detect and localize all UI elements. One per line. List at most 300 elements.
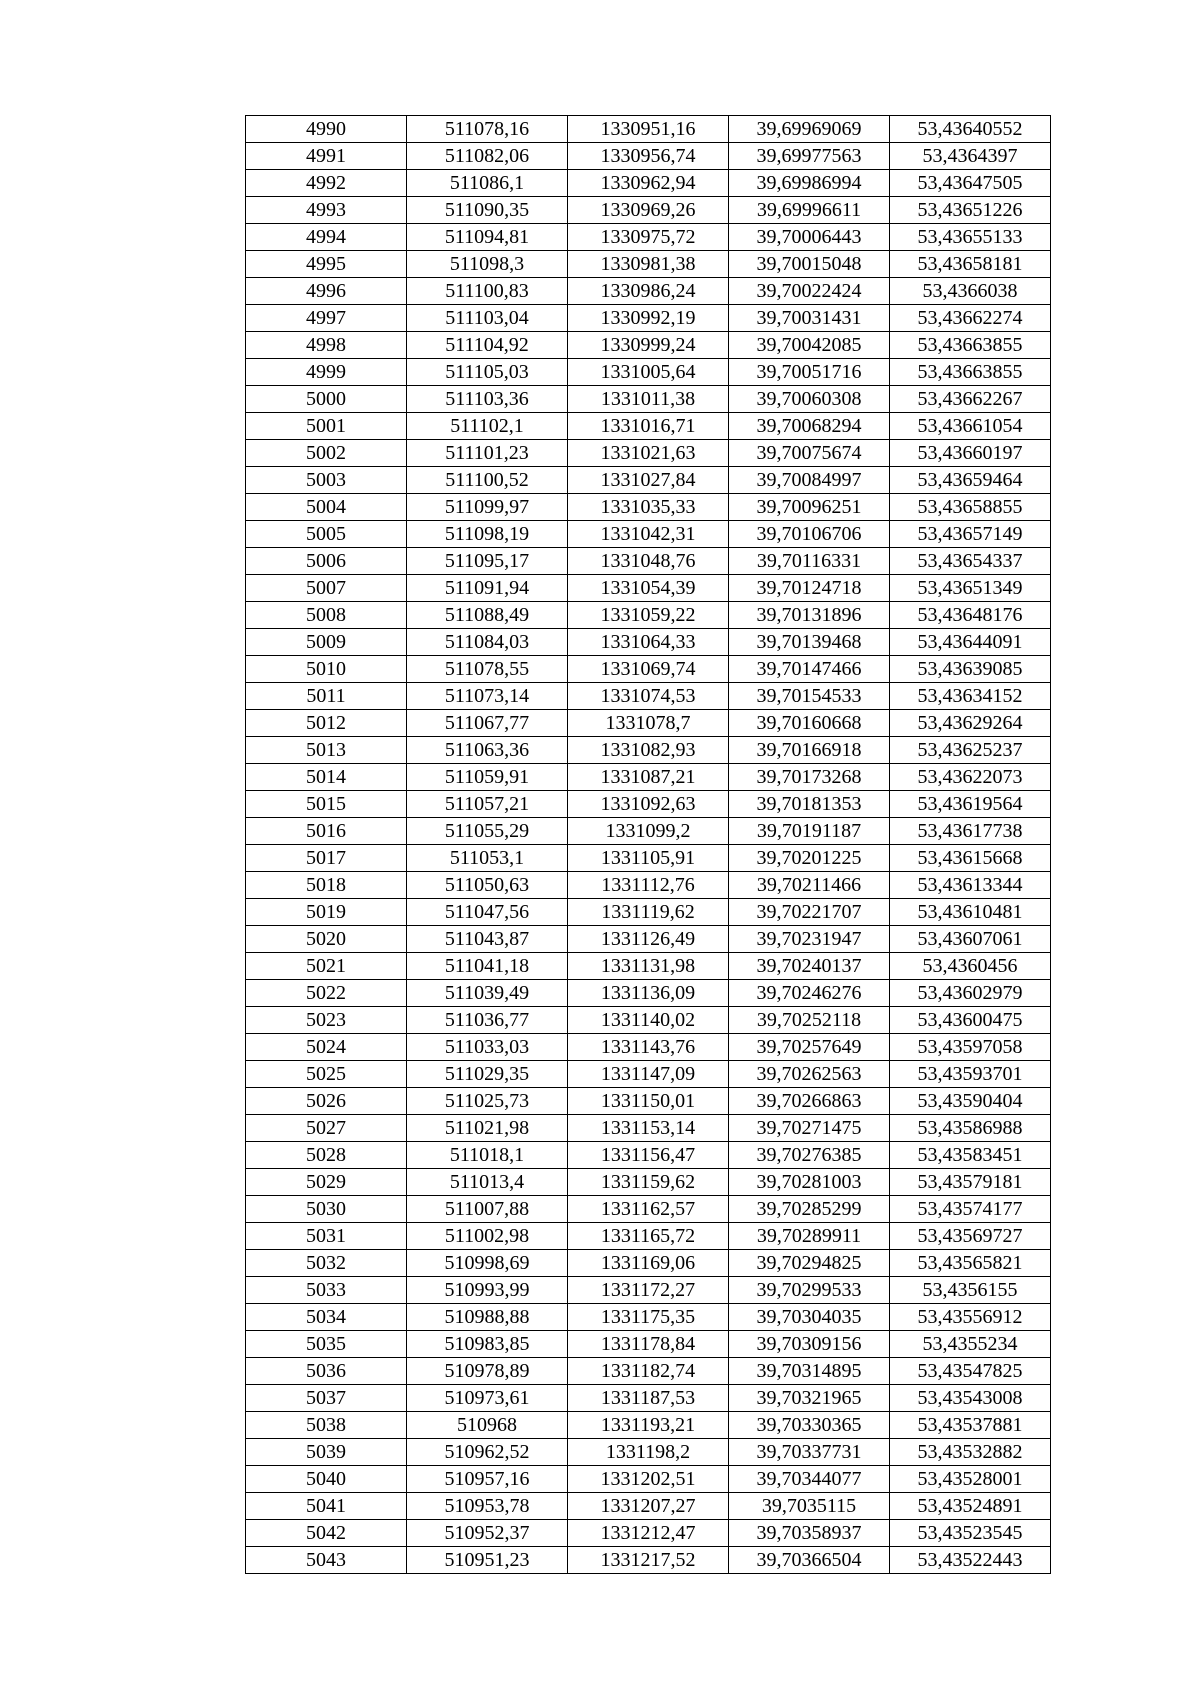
y-coordinate-cell: 1331140,02: [568, 1007, 729, 1034]
point-number-cell: 5014: [246, 764, 407, 791]
latitude-cell: 53,43607061: [890, 926, 1051, 953]
latitude-cell: 53,43651349: [890, 575, 1051, 602]
longitude-cell: 39,70314895: [729, 1358, 890, 1385]
latitude-cell: 53,43522443: [890, 1547, 1051, 1574]
y-coordinate-cell: 1331042,31: [568, 521, 729, 548]
latitude-cell: 53,43634152: [890, 683, 1051, 710]
longitude-cell: 39,70321965: [729, 1385, 890, 1412]
latitude-cell: 53,4364397: [890, 143, 1051, 170]
x-coordinate-cell: 510983,85: [407, 1331, 568, 1358]
table-row: [246, 251, 1051, 278]
y-coordinate-cell: 1330962,94: [568, 170, 729, 197]
table-row: [246, 359, 1051, 386]
table-row: [246, 143, 1051, 170]
latitude-cell: 53,43658181: [890, 251, 1051, 278]
table-row: [246, 1061, 1051, 1088]
longitude-cell: 39,70181353: [729, 791, 890, 818]
point-number-cell: 5035: [246, 1331, 407, 1358]
y-coordinate-cell: 1331078,7: [568, 710, 729, 737]
table-row: [246, 1466, 1051, 1493]
latitude-cell: 53,43619564: [890, 791, 1051, 818]
point-number-cell: 5040: [246, 1466, 407, 1493]
point-number-cell: 5018: [246, 872, 407, 899]
table-row: [246, 1142, 1051, 1169]
longitude-cell: 39,70160668: [729, 710, 890, 737]
y-coordinate-cell: 1331193,21: [568, 1412, 729, 1439]
latitude-cell: 53,43579181: [890, 1169, 1051, 1196]
y-coordinate-cell: 1331059,22: [568, 602, 729, 629]
table-row: [246, 575, 1051, 602]
table-row: [246, 413, 1051, 440]
latitude-cell: 53,43547825: [890, 1358, 1051, 1385]
x-coordinate-cell: 511086,1: [407, 170, 568, 197]
x-coordinate-cell: 511102,1: [407, 413, 568, 440]
x-coordinate-cell: 511105,03: [407, 359, 568, 386]
longitude-cell: 39,70154533: [729, 683, 890, 710]
x-coordinate-cell: 511063,36: [407, 737, 568, 764]
x-coordinate-cell: 511057,21: [407, 791, 568, 818]
table-row: [246, 683, 1051, 710]
longitude-cell: 39,70358937: [729, 1520, 890, 1547]
point-number-cell: 5012: [246, 710, 407, 737]
table-row: [246, 1007, 1051, 1034]
table-row: [246, 764, 1051, 791]
table-row: [246, 386, 1051, 413]
longitude-cell: 39,70131896: [729, 602, 890, 629]
table-row: [246, 521, 1051, 548]
longitude-cell: 39,70276385: [729, 1142, 890, 1169]
x-coordinate-cell: 511100,52: [407, 467, 568, 494]
x-coordinate-cell: 510952,37: [407, 1520, 568, 1547]
point-number-cell: 5017: [246, 845, 407, 872]
longitude-cell: 39,70031431: [729, 305, 890, 332]
table-row: [246, 332, 1051, 359]
point-number-cell: 5008: [246, 602, 407, 629]
longitude-cell: 39,70294825: [729, 1250, 890, 1277]
x-coordinate-cell: 511091,94: [407, 575, 568, 602]
latitude-cell: 53,43590404: [890, 1088, 1051, 1115]
x-coordinate-cell: 511073,14: [407, 683, 568, 710]
x-coordinate-cell: 510962,52: [407, 1439, 568, 1466]
longitude-cell: 39,7035115: [729, 1493, 890, 1520]
point-number-cell: 4990: [246, 116, 407, 143]
point-number-cell: 4991: [246, 143, 407, 170]
y-coordinate-cell: 1330992,19: [568, 305, 729, 332]
table-row: [246, 1196, 1051, 1223]
longitude-cell: 39,70252118: [729, 1007, 890, 1034]
longitude-cell: 39,70281003: [729, 1169, 890, 1196]
point-number-cell: 5033: [246, 1277, 407, 1304]
table-row: [246, 926, 1051, 953]
y-coordinate-cell: 1331126,49: [568, 926, 729, 953]
table-row: [246, 1034, 1051, 1061]
x-coordinate-cell: 510993,99: [407, 1277, 568, 1304]
y-coordinate-cell: 1331082,93: [568, 737, 729, 764]
y-coordinate-cell: 1331187,53: [568, 1385, 729, 1412]
y-coordinate-cell: 1331016,71: [568, 413, 729, 440]
x-coordinate-cell: 511088,49: [407, 602, 568, 629]
x-coordinate-cell: 511039,49: [407, 980, 568, 1007]
point-number-cell: 5015: [246, 791, 407, 818]
longitude-cell: 39,70022424: [729, 278, 890, 305]
latitude-cell: 53,43660197: [890, 440, 1051, 467]
table-row: [246, 1223, 1051, 1250]
table-row: [246, 197, 1051, 224]
point-number-cell: 5030: [246, 1196, 407, 1223]
table-row: [246, 1331, 1051, 1358]
x-coordinate-cell: 511099,97: [407, 494, 568, 521]
coordinates-table: [245, 115, 1051, 1574]
x-coordinate-cell: 511101,23: [407, 440, 568, 467]
point-number-cell: 5011: [246, 683, 407, 710]
table-row: [246, 629, 1051, 656]
table-row: [246, 872, 1051, 899]
longitude-cell: 39,70068294: [729, 413, 890, 440]
longitude-cell: 39,70006443: [729, 224, 890, 251]
x-coordinate-cell: 510998,69: [407, 1250, 568, 1277]
table-row: [246, 1520, 1051, 1547]
y-coordinate-cell: 1331162,57: [568, 1196, 729, 1223]
latitude-cell: 53,4356155: [890, 1277, 1051, 1304]
point-number-cell: 5025: [246, 1061, 407, 1088]
longitude-cell: 39,70221707: [729, 899, 890, 926]
table-row: [246, 548, 1051, 575]
y-coordinate-cell: 1331207,27: [568, 1493, 729, 1520]
longitude-cell: 39,70191187: [729, 818, 890, 845]
longitude-cell: 39,70299533: [729, 1277, 890, 1304]
point-number-cell: 5038: [246, 1412, 407, 1439]
point-number-cell: 5042: [246, 1520, 407, 1547]
y-coordinate-cell: 1330999,24: [568, 332, 729, 359]
table-row: [246, 1412, 1051, 1439]
y-coordinate-cell: 1331048,76: [568, 548, 729, 575]
longitude-cell: 39,70304035: [729, 1304, 890, 1331]
x-coordinate-cell: 511047,56: [407, 899, 568, 926]
point-number-cell: 5004: [246, 494, 407, 521]
latitude-cell: 53,43613344: [890, 872, 1051, 899]
y-coordinate-cell: 1331136,09: [568, 980, 729, 1007]
x-coordinate-cell: 511002,98: [407, 1223, 568, 1250]
x-coordinate-cell: 511043,87: [407, 926, 568, 953]
point-number-cell: 5016: [246, 818, 407, 845]
latitude-cell: 53,43586988: [890, 1115, 1051, 1142]
y-coordinate-cell: 1331178,84: [568, 1331, 729, 1358]
point-number-cell: 5020: [246, 926, 407, 953]
latitude-cell: 53,43622073: [890, 764, 1051, 791]
table-row: [246, 1088, 1051, 1115]
x-coordinate-cell: 511082,06: [407, 143, 568, 170]
y-coordinate-cell: 1331165,72: [568, 1223, 729, 1250]
table-row: [246, 1250, 1051, 1277]
y-coordinate-cell: 1331182,74: [568, 1358, 729, 1385]
table-row: [246, 1358, 1051, 1385]
longitude-cell: 39,70201225: [729, 845, 890, 872]
latitude-cell: 53,43639085: [890, 656, 1051, 683]
latitude-cell: 53,43565821: [890, 1250, 1051, 1277]
point-number-cell: 4995: [246, 251, 407, 278]
point-number-cell: 5007: [246, 575, 407, 602]
table-row: [246, 710, 1051, 737]
longitude-cell: 39,70211466: [729, 872, 890, 899]
x-coordinate-cell: 511050,63: [407, 872, 568, 899]
latitude-cell: 53,43663855: [890, 359, 1051, 386]
y-coordinate-cell: 1331153,14: [568, 1115, 729, 1142]
latitude-cell: 53,43583451: [890, 1142, 1051, 1169]
latitude-cell: 53,43659464: [890, 467, 1051, 494]
table-row: [246, 440, 1051, 467]
point-number-cell: 5005: [246, 521, 407, 548]
y-coordinate-cell: 1331005,64: [568, 359, 729, 386]
coordinates-table-body: [246, 116, 1051, 1574]
table-row: [246, 1169, 1051, 1196]
point-number-cell: 5026: [246, 1088, 407, 1115]
x-coordinate-cell: 511098,19: [407, 521, 568, 548]
y-coordinate-cell: 1331147,09: [568, 1061, 729, 1088]
x-coordinate-cell: 510988,88: [407, 1304, 568, 1331]
x-coordinate-cell: 511098,3: [407, 251, 568, 278]
latitude-cell: 53,4360456: [890, 953, 1051, 980]
x-coordinate-cell: 511067,77: [407, 710, 568, 737]
y-coordinate-cell: 1331027,84: [568, 467, 729, 494]
longitude-cell: 39,70147466: [729, 656, 890, 683]
point-number-cell: 5021: [246, 953, 407, 980]
point-number-cell: 5032: [246, 1250, 407, 1277]
longitude-cell: 39,70246276: [729, 980, 890, 1007]
y-coordinate-cell: 1331105,91: [568, 845, 729, 872]
table-row: [246, 791, 1051, 818]
y-coordinate-cell: 1330986,24: [568, 278, 729, 305]
latitude-cell: 53,43657149: [890, 521, 1051, 548]
longitude-cell: 39,70042085: [729, 332, 890, 359]
longitude-cell: 39,69977563: [729, 143, 890, 170]
y-coordinate-cell: 1330975,72: [568, 224, 729, 251]
x-coordinate-cell: 511018,1: [407, 1142, 568, 1169]
latitude-cell: 53,43625237: [890, 737, 1051, 764]
y-coordinate-cell: 1331119,62: [568, 899, 729, 926]
y-coordinate-cell: 1331212,47: [568, 1520, 729, 1547]
point-number-cell: 4996: [246, 278, 407, 305]
point-number-cell: 4998: [246, 332, 407, 359]
x-coordinate-cell: 510968: [407, 1412, 568, 1439]
point-number-cell: 4994: [246, 224, 407, 251]
point-number-cell: 5000: [246, 386, 407, 413]
point-number-cell: 5024: [246, 1034, 407, 1061]
x-coordinate-cell: 511078,16: [407, 116, 568, 143]
latitude-cell: 53,43617738: [890, 818, 1051, 845]
table-row: [246, 1493, 1051, 1520]
y-coordinate-cell: 1330956,74: [568, 143, 729, 170]
x-coordinate-cell: 511041,18: [407, 953, 568, 980]
table-row: [246, 1439, 1051, 1466]
latitude-cell: 53,43532882: [890, 1439, 1051, 1466]
x-coordinate-cell: 511059,91: [407, 764, 568, 791]
point-number-cell: 5028: [246, 1142, 407, 1169]
point-number-cell: 5041: [246, 1493, 407, 1520]
x-coordinate-cell: 511100,83: [407, 278, 568, 305]
point-number-cell: 5031: [246, 1223, 407, 1250]
longitude-cell: 39,69996611: [729, 197, 890, 224]
latitude-cell: 53,43600475: [890, 1007, 1051, 1034]
table-row: [246, 278, 1051, 305]
latitude-cell: 53,43661054: [890, 413, 1051, 440]
point-number-cell: 5043: [246, 1547, 407, 1574]
table-row: [246, 116, 1051, 143]
latitude-cell: 53,43654337: [890, 548, 1051, 575]
y-coordinate-cell: 1331087,21: [568, 764, 729, 791]
x-coordinate-cell: 510973,61: [407, 1385, 568, 1412]
x-coordinate-cell: 511036,77: [407, 1007, 568, 1034]
table-row: [246, 737, 1051, 764]
point-number-cell: 4999: [246, 359, 407, 386]
point-number-cell: 5009: [246, 629, 407, 656]
point-number-cell: 5039: [246, 1439, 407, 1466]
point-number-cell: 5034: [246, 1304, 407, 1331]
table-row: [246, 224, 1051, 251]
longitude-cell: 39,70262563: [729, 1061, 890, 1088]
table-row: [246, 818, 1051, 845]
point-number-cell: 5002: [246, 440, 407, 467]
table-row: [246, 1385, 1051, 1412]
longitude-cell: 39,70096251: [729, 494, 890, 521]
latitude-cell: 53,43629264: [890, 710, 1051, 737]
longitude-cell: 39,70051716: [729, 359, 890, 386]
x-coordinate-cell: 511053,1: [407, 845, 568, 872]
y-coordinate-cell: 1331011,38: [568, 386, 729, 413]
point-number-cell: 5022: [246, 980, 407, 1007]
table-row: [246, 602, 1051, 629]
table-row: [246, 1277, 1051, 1304]
latitude-cell: 53,43640552: [890, 116, 1051, 143]
longitude-cell: 39,70344077: [729, 1466, 890, 1493]
latitude-cell: 53,43602979: [890, 980, 1051, 1007]
y-coordinate-cell: 1331159,62: [568, 1169, 729, 1196]
latitude-cell: 53,43524891: [890, 1493, 1051, 1520]
x-coordinate-cell: 511025,73: [407, 1088, 568, 1115]
table-row: [246, 656, 1051, 683]
x-coordinate-cell: 511007,88: [407, 1196, 568, 1223]
x-coordinate-cell: 511094,81: [407, 224, 568, 251]
x-coordinate-cell: 511055,29: [407, 818, 568, 845]
latitude-cell: 53,43593701: [890, 1061, 1051, 1088]
y-coordinate-cell: 1331099,2: [568, 818, 729, 845]
latitude-cell: 53,43655133: [890, 224, 1051, 251]
longitude-cell: 39,70257649: [729, 1034, 890, 1061]
longitude-cell: 39,69969069: [729, 116, 890, 143]
longitude-cell: 39,70116331: [729, 548, 890, 575]
longitude-cell: 39,70289911: [729, 1223, 890, 1250]
point-number-cell: 5019: [246, 899, 407, 926]
longitude-cell: 39,70285299: [729, 1196, 890, 1223]
y-coordinate-cell: 1331202,51: [568, 1466, 729, 1493]
table-row: [246, 467, 1051, 494]
longitude-cell: 39,70060308: [729, 386, 890, 413]
longitude-cell: 39,70337731: [729, 1439, 890, 1466]
latitude-cell: 53,43647505: [890, 170, 1051, 197]
longitude-cell: 39,70015048: [729, 251, 890, 278]
latitude-cell: 53,43556912: [890, 1304, 1051, 1331]
latitude-cell: 53,43569727: [890, 1223, 1051, 1250]
x-coordinate-cell: 511029,35: [407, 1061, 568, 1088]
latitude-cell: 53,43537881: [890, 1412, 1051, 1439]
table-row: [246, 980, 1051, 1007]
point-number-cell: 5013: [246, 737, 407, 764]
point-number-cell: 4997: [246, 305, 407, 332]
y-coordinate-cell: 1331069,74: [568, 656, 729, 683]
x-coordinate-cell: 511078,55: [407, 656, 568, 683]
table-row: [246, 1547, 1051, 1574]
y-coordinate-cell: 1330951,16: [568, 116, 729, 143]
y-coordinate-cell: 1331150,01: [568, 1088, 729, 1115]
latitude-cell: 53,43523545: [890, 1520, 1051, 1547]
x-coordinate-cell: 510953,78: [407, 1493, 568, 1520]
point-number-cell: 4992: [246, 170, 407, 197]
point-number-cell: 5036: [246, 1358, 407, 1385]
y-coordinate-cell: 1331131,98: [568, 953, 729, 980]
longitude-cell: 39,69986994: [729, 170, 890, 197]
latitude-cell: 53,43648176: [890, 602, 1051, 629]
longitude-cell: 39,70231947: [729, 926, 890, 953]
longitude-cell: 39,70166918: [729, 737, 890, 764]
table-row: [246, 170, 1051, 197]
longitude-cell: 39,70084997: [729, 467, 890, 494]
point-number-cell: 5001: [246, 413, 407, 440]
table-row: [246, 899, 1051, 926]
latitude-cell: 53,43574177: [890, 1196, 1051, 1223]
x-coordinate-cell: 511013,4: [407, 1169, 568, 1196]
point-number-cell: 5029: [246, 1169, 407, 1196]
table-row: [246, 1115, 1051, 1142]
latitude-cell: 53,43658855: [890, 494, 1051, 521]
y-coordinate-cell: 1330981,38: [568, 251, 729, 278]
y-coordinate-cell: 1331064,33: [568, 629, 729, 656]
latitude-cell: 53,43662267: [890, 386, 1051, 413]
latitude-cell: 53,43662274: [890, 305, 1051, 332]
latitude-cell: 53,4355234: [890, 1331, 1051, 1358]
latitude-cell: 53,43543008: [890, 1385, 1051, 1412]
y-coordinate-cell: 1331112,76: [568, 872, 729, 899]
table-row: [246, 845, 1051, 872]
x-coordinate-cell: 511084,03: [407, 629, 568, 656]
longitude-cell: 39,70139468: [729, 629, 890, 656]
latitude-cell: 53,4366038: [890, 278, 1051, 305]
table-row: [246, 1304, 1051, 1331]
y-coordinate-cell: 1331054,39: [568, 575, 729, 602]
longitude-cell: 39,70240137: [729, 953, 890, 980]
y-coordinate-cell: 1331175,35: [568, 1304, 729, 1331]
latitude-cell: 53,43597058: [890, 1034, 1051, 1061]
x-coordinate-cell: 510957,16: [407, 1466, 568, 1493]
latitude-cell: 53,43528001: [890, 1466, 1051, 1493]
point-number-cell: 4993: [246, 197, 407, 224]
point-number-cell: 5023: [246, 1007, 407, 1034]
x-coordinate-cell: 511090,35: [407, 197, 568, 224]
x-coordinate-cell: 511103,04: [407, 305, 568, 332]
y-coordinate-cell: 1331169,06: [568, 1250, 729, 1277]
latitude-cell: 53,43644091: [890, 629, 1051, 656]
table-row: [246, 953, 1051, 980]
x-coordinate-cell: 510978,89: [407, 1358, 568, 1385]
longitude-cell: 39,70173268: [729, 764, 890, 791]
longitude-cell: 39,70266863: [729, 1088, 890, 1115]
longitude-cell: 39,70124718: [729, 575, 890, 602]
y-coordinate-cell: 1331092,63: [568, 791, 729, 818]
y-coordinate-cell: 1331035,33: [568, 494, 729, 521]
y-coordinate-cell: 1331217,52: [568, 1547, 729, 1574]
longitude-cell: 39,70106706: [729, 521, 890, 548]
y-coordinate-cell: 1331172,27: [568, 1277, 729, 1304]
x-coordinate-cell: 511021,98: [407, 1115, 568, 1142]
latitude-cell: 53,43615668: [890, 845, 1051, 872]
